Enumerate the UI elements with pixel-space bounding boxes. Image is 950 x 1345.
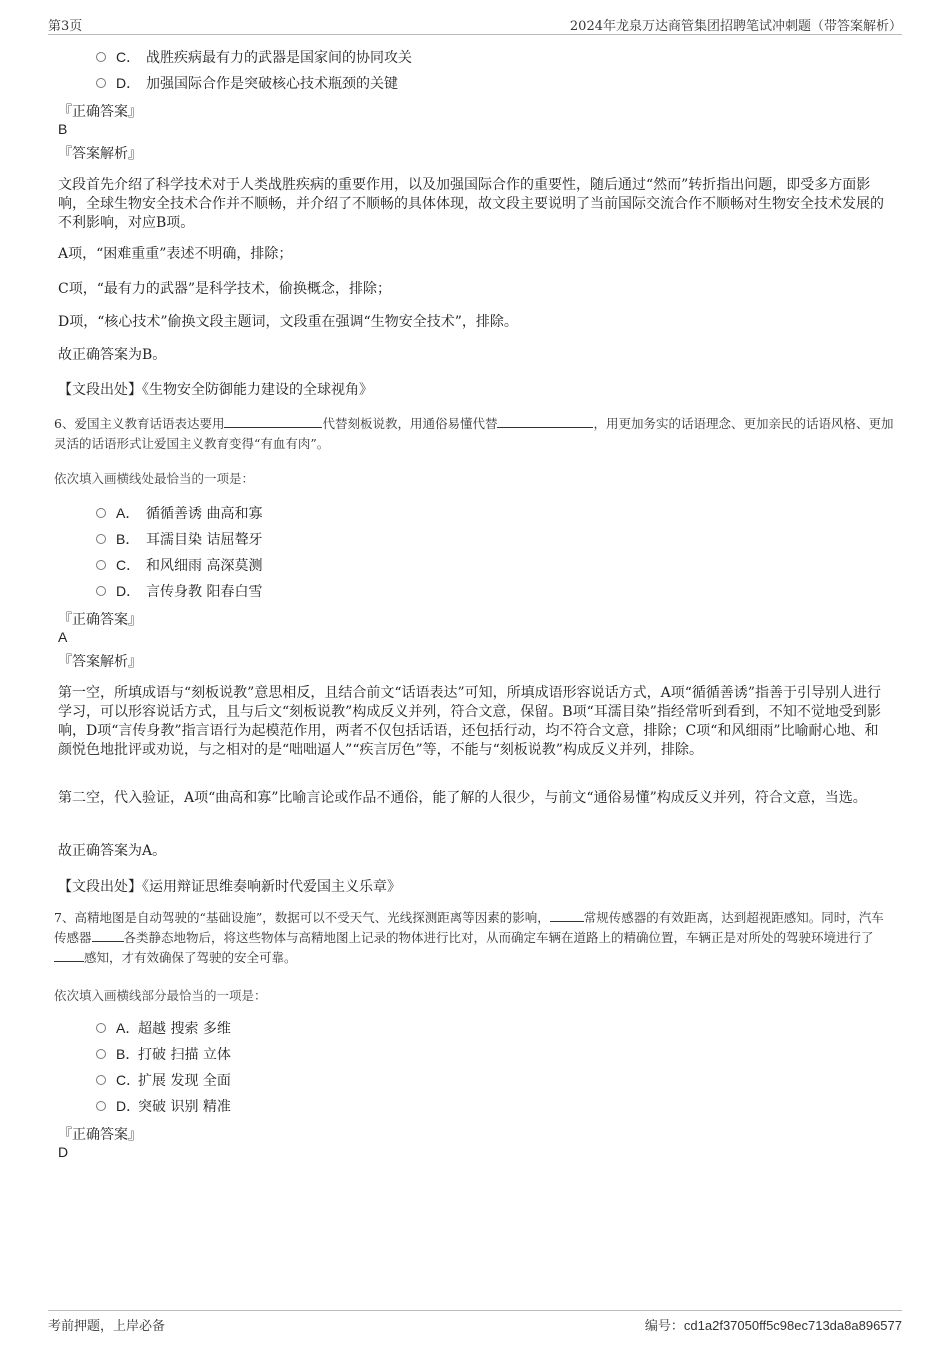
option-b[interactable]: B．打破 扫描 立体 [96, 1044, 231, 1064]
answer-label: 『正确答案』 [58, 1127, 142, 1143]
analysis-paragraph: 第二空，代入验证，A项“曲高和寡”比喻言论或作品不通俗，能了解的人很少，与前文“通俗易懂”构成反义并列，符合文意，当选。 [58, 790, 867, 806]
source-note: 【文段出处】《运用辩证思维奏响新时代爱国主义乐章》 [58, 879, 401, 895]
code-label: 编号： [644, 1319, 684, 1334]
question-instruction: 依次填入画横线处最恰当的一项是： [54, 471, 255, 486]
analysis-paragraph: 故正确答案为B。 [58, 347, 167, 363]
radio-icon[interactable] [96, 586, 106, 596]
document-title: 2024年龙泉万达商管集团招聘笔试冲刺题（带答案解析） [569, 19, 902, 34]
option-d[interactable]: D． 加强国际合作是突破核心技术瓶颈的关键 [96, 73, 398, 93]
blank [550, 921, 584, 922]
analysis-paragraph: A项，“困难重重”表述不明确，排除； [58, 246, 293, 262]
option-text: 耳濡目染 诘屈聱牙 [146, 532, 263, 548]
radio-icon[interactable] [96, 1023, 106, 1033]
analysis-paragraph: 文段首先介绍了科学技术对于人类战胜疾病的重要作用，以及加强国际合作的重要性，随后通过“然而”转折指出问题，即受多方面影响，全球生物安全技术合作并不顺畅，并介绍了不顺畅的具体体现，故文段主要说明了当前国际交流合作不顺畅对生物安全技术发展的不利影响，对应B项。 [58, 177, 884, 231]
blank [92, 941, 124, 942]
option-text: 言传身教 阳春白雪 [146, 584, 263, 600]
option-d[interactable]: D．突破 识别 精准 [96, 1096, 231, 1116]
answer-label: 『正确答案』 [58, 612, 142, 628]
analysis-label: 『答案解析』 [58, 654, 142, 670]
code-value: cd1a2f37050ff5c98ec713da8a896577 [683, 1318, 902, 1333]
analysis-paragraph: C项，“最有力的武器”是科学技术，偷换概念，排除； [58, 281, 392, 297]
option-text: 和风细雨 高深莫测 [146, 558, 263, 574]
answer-value: B [58, 121, 68, 137]
option-c[interactable]: C． 和风细雨 高深莫测 [96, 555, 262, 575]
blank [497, 427, 593, 428]
option-a[interactable]: A． 循循善诱 曲高和寡 [96, 503, 262, 523]
option-text: 扩展 发现 全面 [138, 1073, 231, 1089]
option-text: 超越 搜索 多维 [138, 1021, 231, 1037]
answer-value: D [58, 1144, 69, 1160]
document-code [645, 1315, 902, 1334]
answer-value: A [58, 629, 68, 645]
radio-icon[interactable] [96, 52, 106, 62]
page-header [48, 12, 902, 35]
option-d[interactable]: D． 言传身教 阳春白雪 [96, 581, 262, 601]
question-instruction: 依次填入画横线部分最恰当的一项是： [54, 988, 267, 1003]
radio-icon[interactable] [96, 560, 106, 570]
question-7-stem: 7、高精地图是自动驾驶的“基础设施”，数据可以不受天气、光线探测距离等因素的影响， 常规传感器的有效距离，达到超视距感知。同时，汽车传感器 各类静态地物后，将这些物体与高精地图上记录的物体进行比对，从而确定车辆在道路上的精确位置，车辆正是对所处的驾驶环境进行了感知，才有效确保了驾驶的安全可靠。 [54, 910, 884, 965]
radio-icon[interactable] [96, 508, 106, 518]
page-footer [48, 1310, 902, 1337]
option-text: 打破 扫描 立体 [138, 1047, 231, 1063]
option-text: 战胜疾病最有力的武器是国家间的协同攻关 [146, 50, 412, 66]
analysis-paragraph: 故正确答案为A。 [58, 843, 167, 859]
option-c[interactable]: C． 战胜疾病最有力的武器是国家间的协同攻关 [96, 47, 412, 67]
option-text: 循循善诱 曲高和寡 [146, 506, 263, 522]
question-6-stem: 6、爱国主义教育话语表达要用 代替刻板说教，用通俗易懂代替 ，用更加务实的话语理念、更加亲民的话语风格、更加灵活的话语形式让爱国主义教育变得“有血有肉”。 [54, 416, 894, 451]
page-number: 第3页 [48, 19, 83, 34]
option-text: 加强国际合作是突破核心技术瓶颈的关键 [146, 76, 398, 92]
analysis-paragraph: 第一空，所填成语与“刻板说教”意思相反，且结合前文“话语表达”可知，所填成语形容说话方式，A项“循循善诱”指善于引导别人进行学习，可以形容说话方式，且与后文“刻板说教”构成反义并列，符合文意，保留。B项“耳濡目染”指经常听到看到，不知不觉地受到影响，D项“言传身教”指言语行为起模范作用，两者不仅包括话语，还包括行动，均不符合文意，排除；C项“和风细雨”比喻耐心地、和颜悦色地批评或劝说，与之相对的是“咄咄逼人”“疾言厉色”等，不能与“刻板说教”构成反义并列，排除。 [58, 685, 882, 758]
analysis-paragraph: D项，“核心技术”偷换文段主题词，文段重在强调“生物安全技术”，排除。 [58, 314, 518, 330]
blank [224, 427, 322, 428]
radio-icon[interactable] [96, 534, 106, 544]
source-note: 【文段出处】《生物安全防御能力建设的全球视角》 [58, 382, 373, 398]
radio-icon[interactable] [96, 78, 106, 88]
option-c[interactable]: C．扩展 发现 全面 [96, 1070, 231, 1090]
option-a[interactable]: A．超越 搜索 多维 [96, 1018, 231, 1038]
radio-icon[interactable] [96, 1101, 106, 1111]
footer-slogan: 考前押题，上岸必备 [48, 1319, 166, 1334]
analysis-label: 『答案解析』 [58, 146, 142, 162]
radio-icon[interactable] [96, 1075, 106, 1085]
option-text: 突破 识别 精准 [138, 1099, 231, 1115]
option-b[interactable]: B． 耳濡目染 诘屈聱牙 [96, 529, 262, 549]
answer-label: 『正确答案』 [58, 104, 142, 120]
radio-icon[interactable] [96, 1049, 106, 1059]
blank [54, 961, 84, 962]
